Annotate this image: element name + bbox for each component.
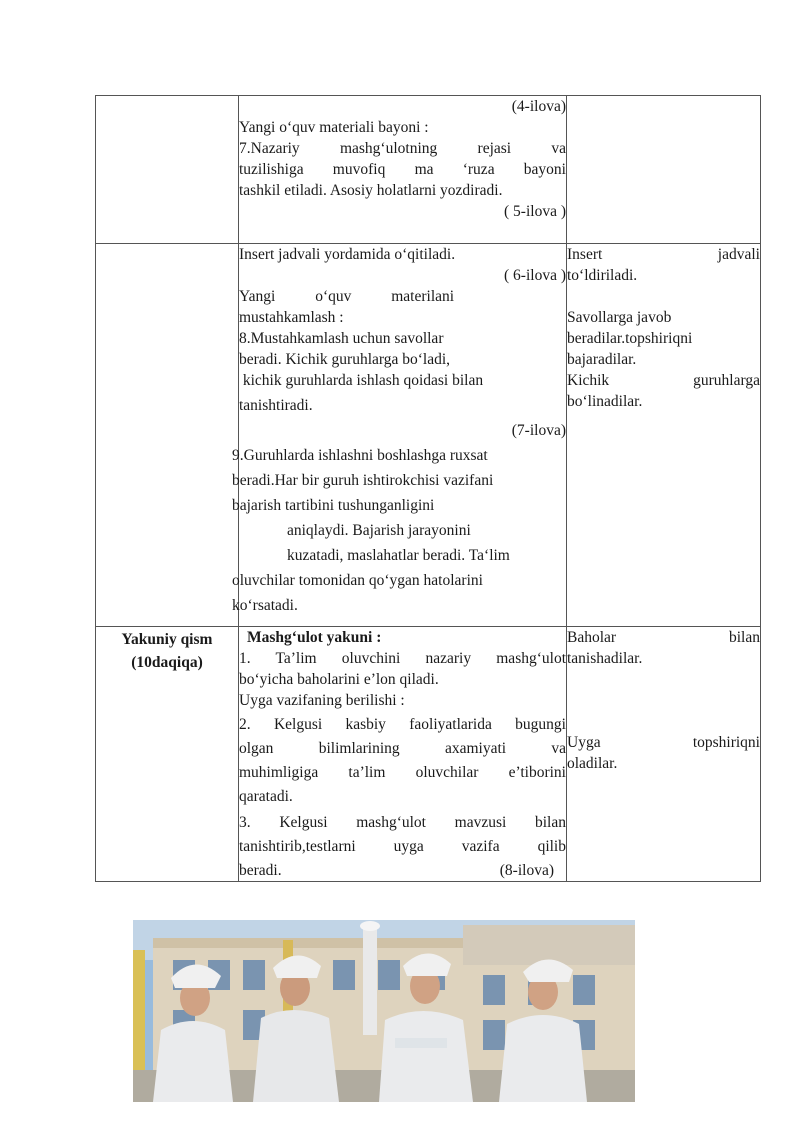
text-line: bo‘yicha baholarini e’lon qiladi. — [239, 671, 439, 688]
text-line: bo‘linadilar. — [567, 393, 643, 410]
teacher-activity-cell — [239, 627, 567, 882]
text-line: 1. Ta’lim oluvchini nazariy mashg‘ulot — [239, 650, 566, 667]
appendix-ref: (4-ilova) — [511, 98, 566, 115]
text-line: 9.Guruhlarda ishlashni boshlashga ruxsat — [232, 447, 488, 464]
text-line: Uyga vazifaning berilishi : — [239, 692, 405, 709]
text-line: to‘ldiriladi. — [567, 267, 638, 284]
table-row — [96, 244, 761, 627]
text-line: 2. Kelgusi kasbiy faoliyatlarida bugungi — [239, 716, 566, 733]
text-line: 3. Kelgusi mashg‘ulot mavzusi bilan — [239, 814, 566, 831]
text-line: ko‘rsatadi. — [232, 597, 298, 614]
lesson-plan-table — [95, 95, 761, 882]
stage-cell — [96, 627, 239, 882]
last-word: beradi. — [239, 862, 282, 879]
text-line: bajaradilar. — [567, 351, 637, 368]
text-line: oluvchilar tomonidan qo‘ygan hatolarini — [232, 572, 483, 589]
text-line — [239, 860, 566, 881]
section-title: Mashg‘ulot yakuni : — [247, 629, 382, 646]
text-line: kichik guruhlarda ishlash qoidasi bilan — [239, 372, 484, 389]
text-line: Kichik guruhlarga — [567, 372, 760, 389]
text-line: beradi. Kichik guruhlarga bo‘ladi, — [239, 351, 451, 368]
text-line: qaratadi. — [239, 788, 293, 805]
medical-students-photo — [133, 920, 635, 1102]
student-activity-cell — [567, 244, 761, 627]
appendix-ref: (8-ilova) — [499, 862, 554, 879]
table-row — [96, 627, 761, 882]
stage-duration: (10daqiqa) — [131, 654, 203, 671]
student-activity-cell — [567, 96, 761, 244]
teacher-activity-cell — [239, 96, 567, 244]
teacher-activity-cell — [232, 244, 567, 627]
text-line: 8.Mustahkamlash uchun savollar — [239, 330, 444, 347]
table-row — [96, 96, 761, 244]
stage-cell — [96, 96, 239, 244]
appendix-ref: ( 6-ilova ) — [504, 267, 566, 284]
text-line: beradilar.topshiriqni — [567, 330, 693, 347]
text-line: kuzatadi, maslahatlar beradi. Ta‘lim — [287, 547, 510, 564]
student-activity-cell — [567, 627, 761, 882]
text-line: tuzilishiga muvofiq ma ‘ruza bayoni — [239, 161, 566, 178]
text-line: Yangi o‘quv materiali bayoni : — [239, 119, 429, 136]
text-line: oladilar. — [567, 755, 618, 772]
appendix-ref: (7-ilova) — [511, 422, 566, 439]
stage-cell — [96, 244, 239, 627]
text-line: Uyga topshiriqni — [567, 734, 760, 751]
text-line: tashkil etiladi. Asosiy holatlarni yozdiradi. — [239, 182, 503, 199]
text-line: Insert jadvali yordamida o‘qitiladi. — [239, 246, 456, 263]
text-line: bajarish tartibini tushunganligini — [232, 497, 435, 514]
text-line: Baholar bilan — [567, 629, 760, 646]
text-line: tanishtiradi. — [239, 397, 313, 414]
text-line: Savollarga javob — [567, 309, 672, 326]
text-line: beradi.Har bir guruh ishtirokchisi vazifani — [232, 472, 494, 489]
appendix-ref: ( 5-ilova ) — [504, 203, 566, 220]
text-line: Insert jadvali — [567, 246, 760, 263]
text-line: tanishadilar. — [567, 650, 643, 667]
text-line: Yangi o‘quv materilani — [239, 288, 455, 305]
text-line: muhimligiga ta’lim oluvchilar e’tiborini — [239, 764, 566, 781]
stage-title: Yakuniy qism — [121, 631, 213, 648]
text-line: olgan bilimlarining axamiyati va — [239, 740, 566, 757]
text-line: tanishtirib,testlarni uyga vazifa qilib — [239, 838, 566, 855]
text-line: 7.Nazariy mashg‘ulotning rejasi va — [239, 140, 566, 157]
text-line: aniqlaydi. Bajarish jarayonini — [287, 522, 471, 539]
text-line: mustahkamlash : — [239, 309, 344, 326]
